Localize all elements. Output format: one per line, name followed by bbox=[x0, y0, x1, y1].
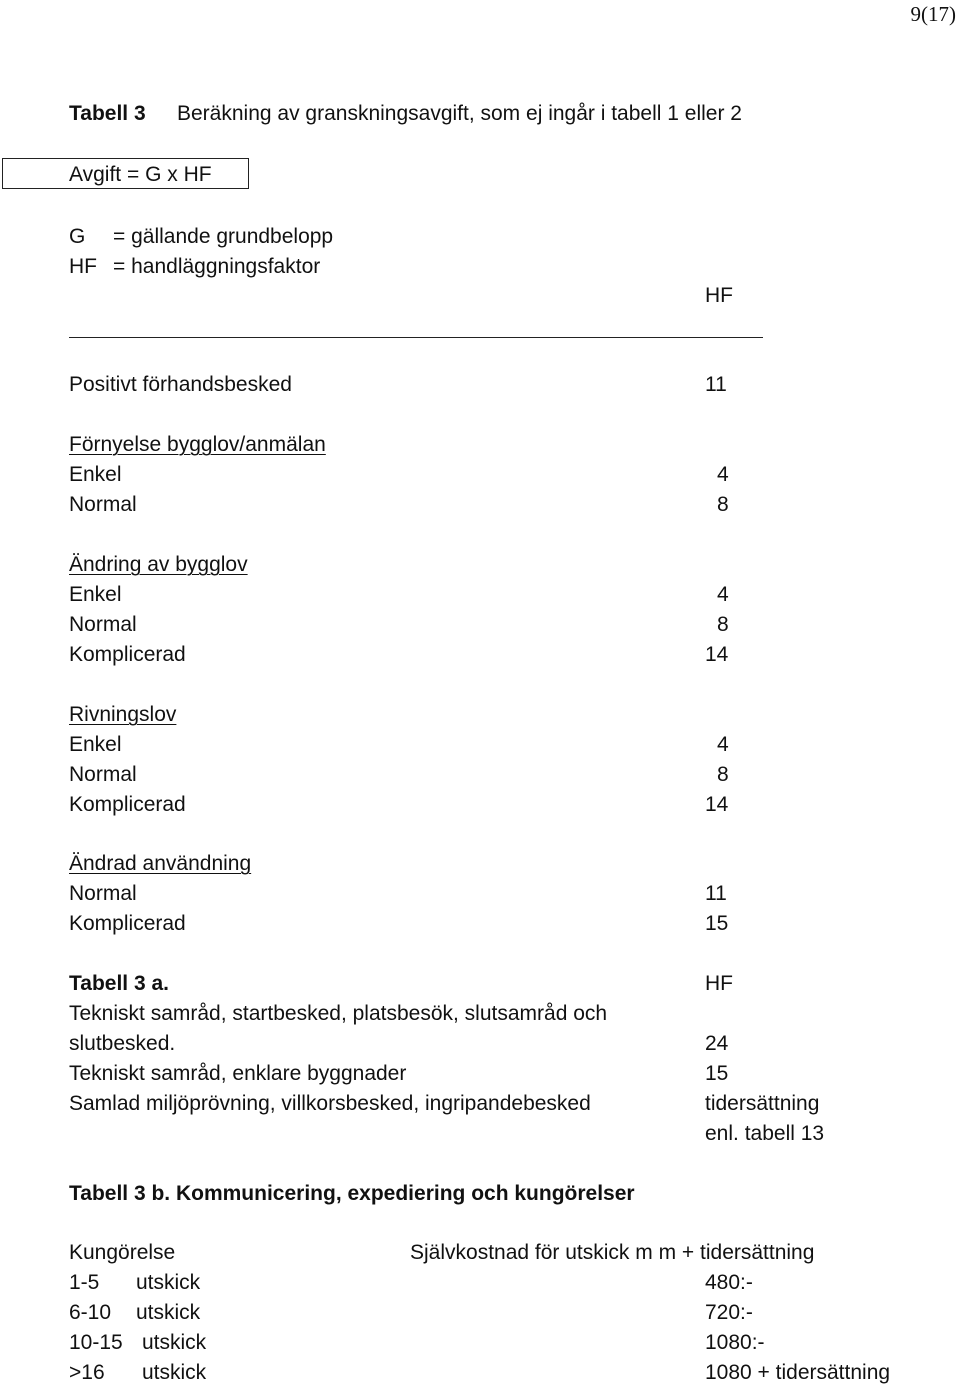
definition-symbol: HF bbox=[69, 255, 97, 278]
row-label: Normal bbox=[69, 763, 137, 786]
table-cell-unit: utskick bbox=[136, 1301, 201, 1324]
table-cell-price: 1080 + tidersättning bbox=[705, 1361, 891, 1384]
header-rule bbox=[69, 337, 763, 338]
row-value: 15 bbox=[705, 1062, 729, 1085]
section-heading: Ändrad användning bbox=[69, 852, 252, 875]
table-3-label: Tabell 3 bbox=[69, 102, 146, 125]
section-heading: Förnyelse bygglov/anmälan bbox=[69, 433, 326, 456]
hf-column-header: HF bbox=[705, 284, 733, 307]
row-label: Komplicerad bbox=[69, 643, 186, 666]
table-cell-range: 6-10 bbox=[69, 1301, 112, 1324]
row-value: 11 bbox=[705, 373, 727, 396]
definition-symbol: G bbox=[69, 225, 86, 248]
row-label: Normal bbox=[69, 613, 137, 636]
row-value: 4 bbox=[717, 583, 729, 606]
column-header: Självkostnad för utskick m m + tidersättning bbox=[410, 1241, 815, 1264]
row-value: 14 bbox=[705, 793, 729, 816]
row-value: 8 bbox=[717, 493, 729, 516]
row-value: tidersättning bbox=[705, 1092, 820, 1115]
row-value: 4 bbox=[717, 733, 729, 756]
row-label: Normal bbox=[69, 882, 137, 905]
row-value: 24 bbox=[705, 1032, 729, 1055]
table-cell-unit: utskick bbox=[142, 1361, 207, 1384]
table-3-title: Beräkning av granskningsavgift, som ej ingår i tabell 1 eller 2 bbox=[177, 102, 742, 125]
definition-text: = gällande grundbelopp bbox=[113, 225, 334, 248]
table-cell-unit: utskick bbox=[136, 1271, 201, 1294]
table-cell-range: 1-5 bbox=[69, 1271, 100, 1294]
row-label: Normal bbox=[69, 493, 137, 516]
table-cell-price: 720:- bbox=[705, 1301, 753, 1324]
table-cell-range: >16 bbox=[69, 1361, 105, 1384]
row-label: Positivt förhandsbesked bbox=[69, 373, 292, 396]
row-value: enl. tabell 13 bbox=[705, 1122, 825, 1145]
row-label: Tekniskt samråd, startbesked, platsbesök, slutsamråd och bbox=[69, 1002, 608, 1025]
table-3a-title: Tabell 3 a. bbox=[69, 972, 169, 995]
table-cell-price: 1080:- bbox=[705, 1331, 765, 1354]
row-label: Samlad miljöprövning, villkorsbesked, ingripandebesked bbox=[69, 1092, 591, 1115]
row-label: Enkel bbox=[69, 583, 122, 606]
row-value: 11 bbox=[705, 882, 727, 905]
page-number: 9(17) bbox=[910, 2, 956, 26]
table-3b-title: Tabell 3 b. Kommunicering, expediering och kungörelser bbox=[69, 1182, 635, 1205]
section-heading: Ändring av bygglov bbox=[69, 553, 248, 576]
row-value: 8 bbox=[717, 763, 729, 786]
row-label: Enkel bbox=[69, 733, 122, 756]
column-header: Kungörelse bbox=[69, 1241, 176, 1264]
row-label: Komplicerad bbox=[69, 793, 186, 816]
row-label: slutbesked. bbox=[69, 1032, 176, 1055]
formula-text: Avgift = G x HF bbox=[69, 163, 212, 186]
table-3a-hf-header: HF bbox=[705, 972, 733, 995]
row-label: Enkel bbox=[69, 463, 122, 486]
row-value: 8 bbox=[717, 613, 729, 636]
section-heading: Rivningslov bbox=[69, 703, 177, 726]
definition-text: = handläggningsfaktor bbox=[113, 255, 321, 278]
table-cell-unit: utskick bbox=[142, 1331, 207, 1354]
table-cell-price: 480:- bbox=[705, 1271, 753, 1294]
row-value: 15 bbox=[705, 912, 729, 935]
row-value: 14 bbox=[705, 643, 729, 666]
row-label: Tekniskt samråd, enklare byggnader bbox=[69, 1062, 407, 1085]
row-value: 4 bbox=[717, 463, 729, 486]
row-label: Komplicerad bbox=[69, 912, 186, 935]
table-cell-range: 10-15 bbox=[69, 1331, 123, 1354]
